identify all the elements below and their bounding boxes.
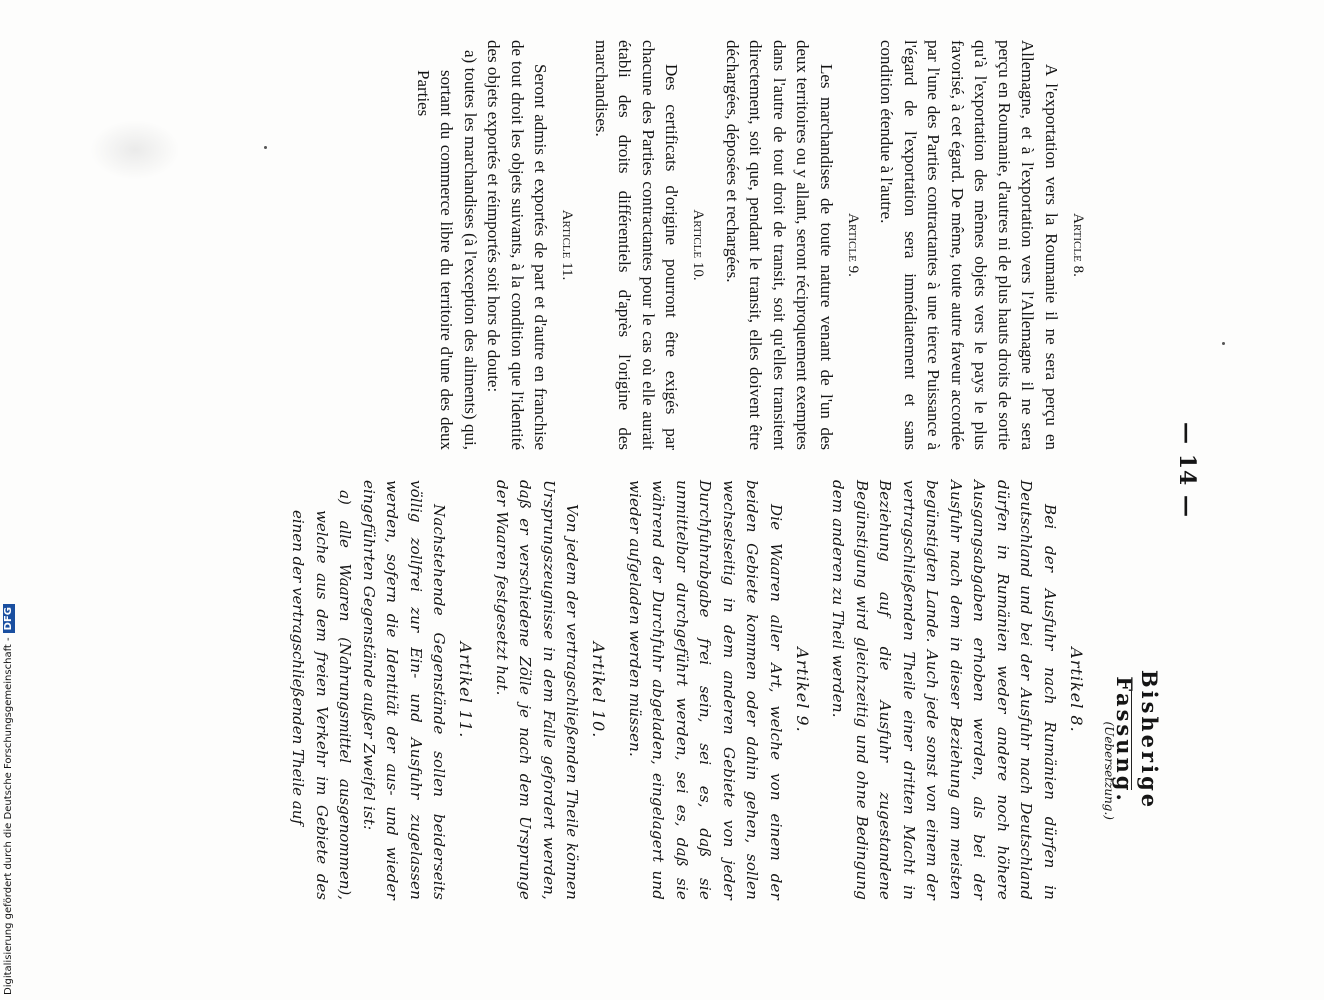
german-article-9-title: Artikel 9. <box>793 647 812 733</box>
german-article-9-text: Die Waaren aller Art, welche von einem der beiden Gebiete kommen oder dahin gehen, sollen wechselseitig in dem anderen Gebiete von jeder Durchfuhrabgabe frei sein, sei es, daß sie unmittelbar durchgeführt werden, sei es, daß sie während der Durchfuhr abgeladen, eingelagert und wieder aufgeladen werden müssen. <box>626 480 785 900</box>
french-article-10-text: Des certificats d'origine pourront être exigés par chacune des Parties contractantes pour le cas où elle aurait établi des droits différentiels d'après l'origine des marchandises. <box>592 40 682 450</box>
french-article-8-title: Article 8. <box>1070 213 1086 277</box>
french-column <box>412 40 1101 450</box>
german-article-11-title: Artikel 11. <box>456 641 476 739</box>
french-article-11-item-a: a) toutes les marchandises (à l'exception des aliments) qui, sortant du commerce libre du territoire d'une des deux Parties <box>414 50 480 450</box>
page-number: — 14 — <box>1174 422 1200 518</box>
german-article-8-title: Artikel 8. <box>1067 647 1086 733</box>
credit-text: Digitalisierung gefördert durch die Deutsche Forschungsgemeinschaft - <box>3 637 14 995</box>
french-article-9-text: Les marchandises de toute nature venant de l'un des deux territoires ou y allant, seront réciproquement exemptes dans l'autre de tout droit de transit, soit qu'elles transitent directement, soit que, pendant le transit, elles doivent être déchargées, déposées et rechargées. <box>723 40 836 450</box>
rotated-document-page <box>90 40 1200 920</box>
french-article-10-title: Article 10. <box>690 209 707 281</box>
french-article-11-title: Article 11. <box>559 209 576 281</box>
german-article-11-text: Nachstehende Gegenstände sollen beiderseits völlig zollfrei zur Ein- und Ausfuhr zugelassen werden, sofern die Identität der aus- und wieder eingeführten Gegenstände außer Zweifel ist: <box>360 480 449 900</box>
german-article-10-title: Artikel 10. <box>589 641 609 739</box>
digitization-credit <box>3 604 15 995</box>
scan-speck <box>1222 342 1225 345</box>
german-article-10-text: Von jedem der vertragschließenden Theile können Ursprungszeugnisse in dem Falle gefordert werden, daß er verschiedene Zölle je nach dem Ursprunge der Waaren festgesetzt hat. <box>493 480 582 900</box>
column-heading: Bisherige Fassung. <box>1112 669 1162 811</box>
french-article-9-title: Article 9. <box>845 213 861 277</box>
dfg-logo: DFG <box>3 604 15 633</box>
translation-note: (Uebersetzung.) <box>1102 721 1116 820</box>
french-article-11-text: Seront admis et exportés de part et d'autre en franchise de tout droit les objets suivants, à la condition que l'identité des objets exportés et réimportés soit hors de doute: <box>484 40 551 450</box>
german-column <box>286 480 1100 900</box>
german-article-8-text: Bei der Ausfuhr nach Rumänien dürfen in Deutschland und bei der Ausfuhr nach Deutschland dürfen in Rumänien weder andere noch höhere Ausgangsabgaben erhoben werden, als bei der Ausfuhr nach dem in dieser Beziehung am meisten begünstigten Lande. Auch jede sonst von einem der vertragschließenden Theile einer dritten Macht in Beziehung auf die Ausfuhr zugestandene Begünstigung wird gleichzeitig und ohne Bedingung dem anderen zu Theil werden. <box>829 480 1059 900</box>
french-article-8-text: A l'exportation vers la Roumanie il ne sera perçu en Allemagne, et à l'exportation vers l'Allemagne il ne sera perçu en Roumanie, d'autres ni de plus hauts droits de sortie qu'à l'exportation des mêmes objets vers le pays le plus favorisé, à cet égard. De même, toute autre faveur accordée par l'une des Parties contractantes à une tierce Puissance à l'égard de l'exportation sera immédiatement et sans condition étendue à l'autre. <box>877 40 1061 450</box>
german-article-11-item-a: a) alle Waaren (Nahrungsmittel ausgenommen), welche aus dem freien Verkehr im Gebiete des einen der vertragschließenden Theile auf <box>289 490 355 900</box>
heading-rule <box>1131 680 1132 790</box>
